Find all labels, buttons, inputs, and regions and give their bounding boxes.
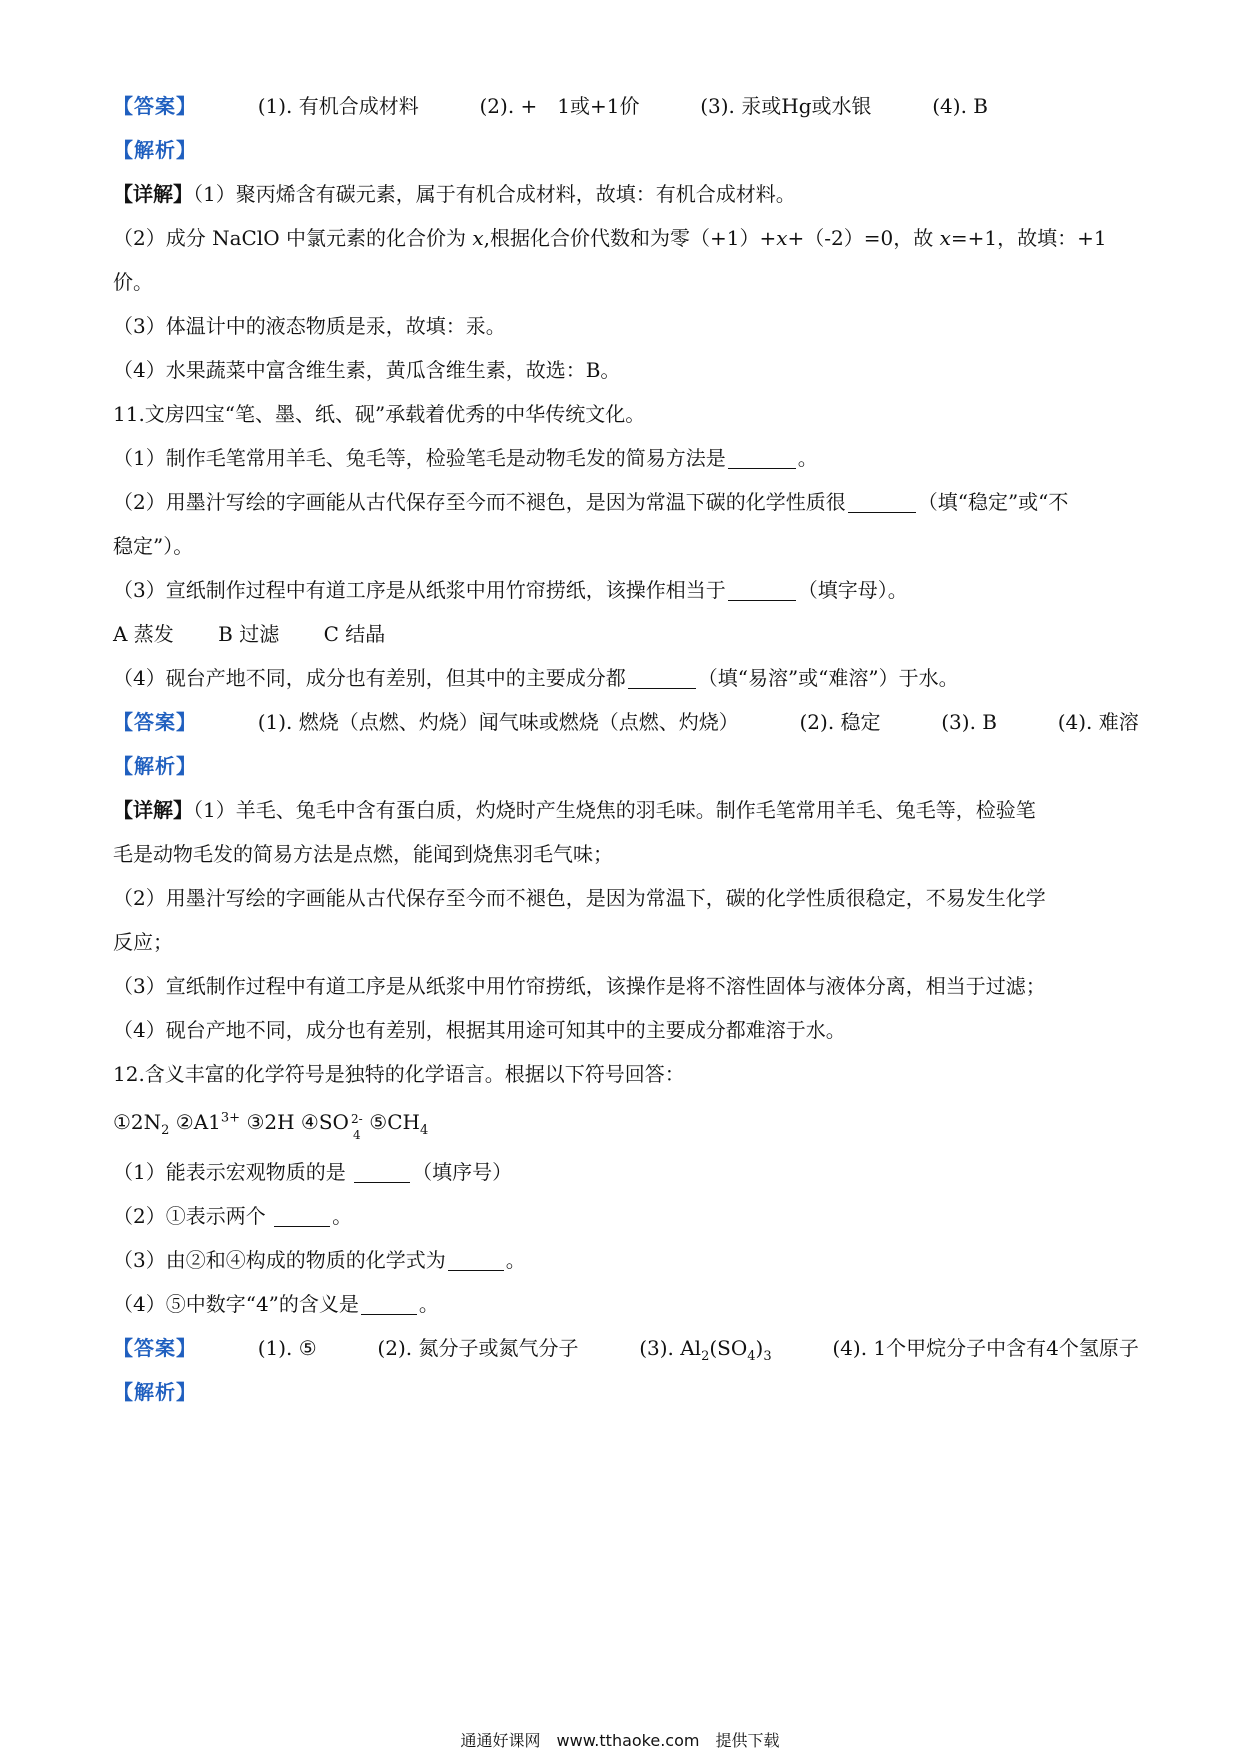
question-11-part-2 <box>113 488 1130 516</box>
question-12-stem <box>113 1060 1130 1088</box>
detail-text: （4）砚台产地不同，成分也有差别，根据其用途可知其中的主要成分都难溶于水。 <box>113 1018 846 1042</box>
answer-item: (3). B <box>941 710 997 734</box>
detail-line <box>113 1016 1130 1044</box>
option-b[interactable]: B 过滤 <box>218 622 280 646</box>
answer-item: (2). 氮分子或氮气分子 <box>377 1336 579 1360</box>
detail-line <box>113 884 1130 912</box>
answer-label: 【答案】 <box>113 1336 197 1360</box>
detail-text: （3）体温计中的液态物质是汞，故填：汞。 <box>113 314 506 338</box>
answer-item: (1). ⑤ <box>257 1336 317 1360</box>
variable-x: x <box>472 226 484 250</box>
answer-line-10 <box>113 92 1130 120</box>
detail-text: （2）成分 NaClO 中氯元素的化合价为 <box>113 226 473 250</box>
answer-blank[interactable] <box>354 1162 410 1183</box>
answer-item: (1). 燃烧（点燃、灼烧）闻气味或燃烧（点燃、灼烧） <box>257 710 739 734</box>
answer-item: (2). + 1或+1价 <box>479 94 640 118</box>
detail-text: 反应； <box>113 930 173 954</box>
detail-text: ,根据化合价代数和为零（+1）+ <box>483 226 777 250</box>
detail-line <box>113 972 1130 1000</box>
analysis-label: 【解析】 <box>113 138 197 162</box>
detail-text: 毛是动物毛发的简易方法是点燃，能闻到烧焦羽毛气味； <box>113 842 613 866</box>
question-11-part-1 <box>113 444 1130 472</box>
answer-item: (3). 汞或Hg或水银 <box>700 94 872 118</box>
symbol-2: $②A1^{3+}$ <box>175 1110 241 1134</box>
symbol-3: ③2H <box>246 1110 295 1134</box>
answer-item: (4). 难溶 <box>1057 710 1139 734</box>
question-text: （填字母）。 <box>797 578 908 602</box>
question-11-options <box>113 620 1130 648</box>
question-text: 稳定”）。 <box>113 534 194 558</box>
question-text: （1）能表示宏观物质的是 <box>113 1160 353 1184</box>
question-12-part-4 <box>113 1290 1130 1318</box>
question-text: （4）砚台产地不同，成分也有差别，但其中的主要成分都 <box>113 666 626 690</box>
question-text: 。 <box>418 1292 439 1316</box>
question-11-part-2-cont <box>113 532 1130 560</box>
answer-item: (1). 有机合成材料 <box>257 94 419 118</box>
detail-text: 价。 <box>113 270 153 294</box>
question-text: （填序号） <box>412 1160 513 1184</box>
detail-text: （1）羊毛、兔毛中含有蛋白质，灼烧时产生烧焦的羽毛味。制作毛笔常用羊毛、兔毛等，检验笔 <box>193 798 1036 822</box>
analysis-line-12 <box>113 1378 1130 1406</box>
question-text: （4）⑤中数字“4”的含义是 <box>113 1292 359 1316</box>
detail-line <box>113 840 1130 868</box>
question-text: （3）宣纸制作过程中有道工序是从纸浆中用竹帘捞纸，该操作相当于 <box>113 578 726 602</box>
question-12-part-2 <box>113 1202 1130 1230</box>
detail-line <box>113 312 1130 340</box>
option-c[interactable]: C 结晶 <box>323 622 386 646</box>
question-text: 。 <box>332 1204 353 1228</box>
detail-text: （3）宣纸制作过程中有道工序是从纸浆中用竹帘捞纸，该操作是将不溶性固体与液体分离，相当于过滤； <box>113 974 1046 998</box>
detail-text: （1）聚丙烯含有碳元素，属于有机合成材料，故填：有机合成材料。 <box>193 182 796 206</box>
answer-blank[interactable] <box>628 668 696 689</box>
detail-line <box>113 928 1130 956</box>
variable-x: x <box>939 226 951 250</box>
detail-label: 【详解】 <box>113 182 193 206</box>
chemical-symbols <box>113 1108 1130 1142</box>
answer-item: (4). 1个甲烷分子中含有4个氢原子 <box>832 1336 1139 1360</box>
question-text: （填“易溶”或“难溶”）于水。 <box>697 666 959 690</box>
answer-blank[interactable] <box>728 580 796 601</box>
question-text: （填“稳定”或“不 <box>917 490 1069 514</box>
answer-label: 【答案】 <box>113 94 197 118</box>
detail-line <box>113 796 1130 824</box>
answer-label: 【答案】 <box>113 710 197 734</box>
question-text: （2）①表示两个 <box>113 1204 273 1228</box>
detail-line <box>113 224 1130 252</box>
question-text: 。 <box>505 1248 526 1272</box>
answer-blank[interactable] <box>728 448 796 469</box>
symbol-5: $⑤CH_4$ <box>369 1110 429 1138</box>
question-11-part-3 <box>113 576 1130 604</box>
detail-label: 【详解】 <box>113 798 193 822</box>
question-text: （3）由②和④构成的物质的化学式为 <box>113 1248 446 1272</box>
answer-item: (3). $Al_2(SO_4)_3$ <box>639 1336 772 1364</box>
answer-line-12 <box>113 1334 1139 1364</box>
detail-text: +（-2）=0，故 <box>787 226 940 250</box>
analysis-line-11 <box>113 752 1130 780</box>
page-footer[interactable]: 通通好课网 www.tthaoke.com 提供下载 <box>460 1731 780 1750</box>
answer-blank[interactable] <box>848 492 916 513</box>
question-text: 。 <box>797 446 818 470</box>
symbol-1: $①2N_2$ <box>113 1110 170 1138</box>
answer-blank[interactable] <box>448 1250 504 1271</box>
answer-line-11 <box>113 708 1139 736</box>
analysis-label: 【解析】 <box>113 1380 197 1404</box>
symbol-4: ④SO 2- 4 <box>300 1110 363 1142</box>
variable-x: x <box>776 226 788 250</box>
analysis-line-10 <box>113 136 1130 164</box>
answer-item: (2). 稳定 <box>799 710 881 734</box>
question-stem: 11.文房四宝“笔、墨、纸、砚”承载着优秀的中华传统文化。 <box>113 402 646 426</box>
analysis-label: 【解析】 <box>113 754 197 778</box>
question-11-part-4 <box>113 664 1130 692</box>
question-text: （2）用墨汁写绘的字画能从古代保存至今而不褪色，是因为常温下碳的化学性质很 <box>113 490 846 514</box>
question-stem: 12.含义丰富的化学符号是独特的化学语言。根据以下符号回答： <box>113 1062 685 1086</box>
detail-text: =+1，故填：+1 <box>950 226 1107 250</box>
answer-item: (4). B <box>932 94 988 118</box>
detail-line <box>113 180 1130 208</box>
question-12-part-3 <box>113 1246 1130 1274</box>
question-12-part-1 <box>113 1158 1130 1186</box>
detail-line <box>113 356 1130 384</box>
detail-text: （4）水果蔬菜中富含维生素，黄瓜含维生素，故选：B。 <box>113 358 621 382</box>
answer-blank[interactable] <box>274 1206 330 1227</box>
option-a[interactable]: A 蒸发 <box>113 622 174 646</box>
question-11-stem <box>113 400 1130 428</box>
detail-line <box>113 268 1130 296</box>
answer-blank[interactable] <box>361 1294 417 1315</box>
detail-text: （2）用墨汁写绘的字画能从古代保存至今而不褪色，是因为常温下，碳的化学性质很稳定，不易发生化学 <box>113 886 1046 910</box>
question-text: （1）制作毛笔常用羊毛、兔毛等，检验笔毛是动物毛发的简易方法是 <box>113 446 726 470</box>
